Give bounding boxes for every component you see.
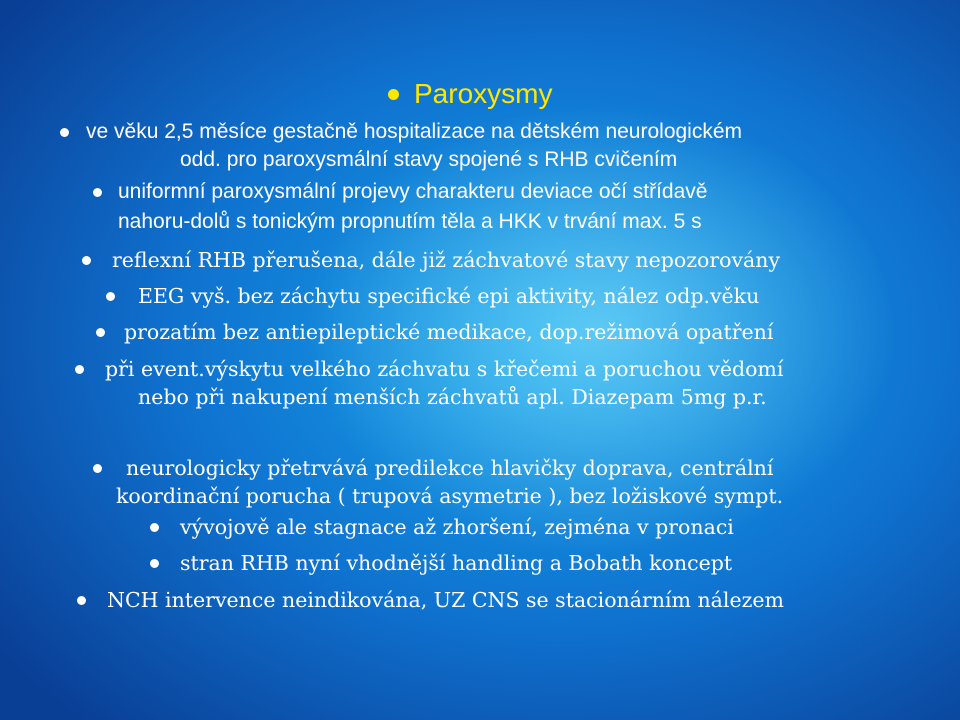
bullet-icon [77, 596, 86, 605]
bullet-line-3: reflexní RHB přerušena, dále již záchvatové stavy nepozorovány [112, 248, 781, 272]
bullet-line-7: neurologicky přetrvává predilekce hlavičky doprava, centrální [126, 456, 774, 480]
bullet-line-5: prozatím bez antiepileptické medikace, dop.režimová opatření [124, 320, 774, 344]
bullet-line-1: ve věku 2,5 měsíce gestačně hospitalizace na dětském neurologickém [86, 120, 743, 143]
bullet-icon [150, 523, 159, 532]
bullet-icon [60, 128, 69, 137]
bullet-line-2-cont: nahoru-dolů s tonickým propnutím těla a HKK v trvání max. 5 s [118, 210, 702, 233]
slide-title: Paroxysmy [414, 78, 553, 109]
bullet-icon [150, 559, 159, 568]
bullet-line-7-cont: koordinační porucha ( trupová asymetrie ), bez ložiskové sympt. [116, 484, 784, 508]
bullet-icon [75, 365, 84, 374]
bullet-icon [106, 292, 115, 301]
title-bullet-icon [388, 89, 399, 100]
bullet-icon [93, 188, 102, 197]
bullet-line-9: stran RHB nyní vhodnější handling a Bobath koncept [180, 551, 733, 575]
bullet-line-8: vývojově ale stagnace až zhoršení, zejména v pronaci [180, 515, 734, 539]
bullet-icon [96, 328, 105, 337]
bullet-line-6-cont: nebo při nakupení menších záchvatů apl. Diazepam 5mg p.r. [138, 385, 767, 409]
bullet-line-2: uniformní paroxysmální projevy charakteru deviace očí střídavě [118, 180, 708, 203]
bullet-line-4: EEG vyš. bez záchytu specifické epi aktivity, nález odp.věku [138, 284, 760, 308]
bullet-line-1-cont: odd. pro paroxysmální stavy spojené s RHB cvičením [180, 148, 678, 171]
bullet-icon [93, 464, 102, 473]
bullet-line-6: při event.výskytu velkého záchvatu s křečemi a poruchou vědomí [105, 357, 784, 381]
bullet-line-10: NCH intervence neindikována, UZ CNS se stacionárním nálezem [107, 588, 784, 612]
bullet-icon [82, 256, 91, 265]
